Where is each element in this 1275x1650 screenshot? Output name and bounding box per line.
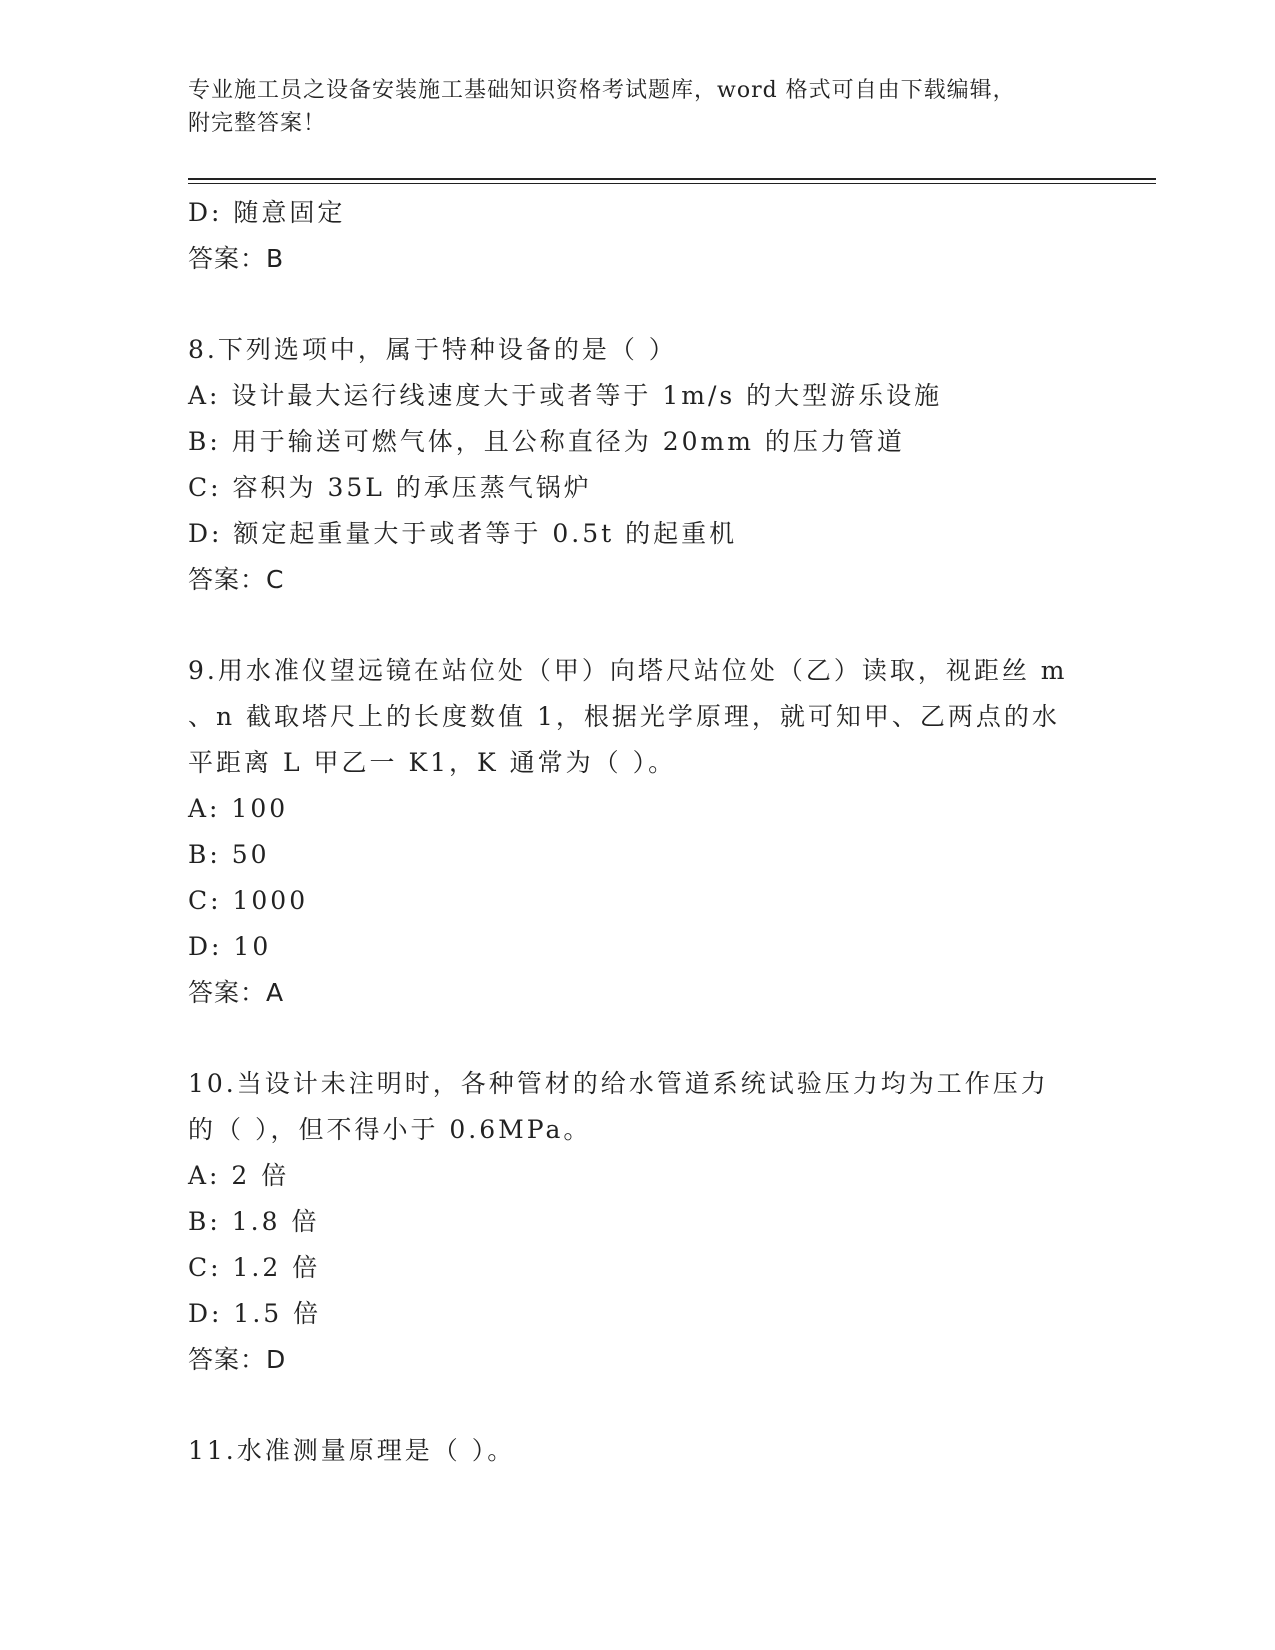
question-stem-line-3: 平距离 L 甲乙一 K1，K 通常为（ ）。 (188, 748, 677, 777)
question-content (188, 190, 1088, 1474)
option-b: B: 50 (188, 840, 270, 869)
option-c: C: 1000 (188, 886, 309, 915)
option-d: D: 10 (188, 932, 272, 961)
question-9 (188, 648, 1088, 1016)
header-divider-thick (188, 178, 1156, 180)
option-d: D: 额定起重量大于或者等于 0.5t 的起重机 (188, 519, 738, 548)
question-stem-line-2: 、n 截取塔尺上的长度数值 1，根据光学原理，就可知甲、乙两点的水 (188, 702, 1060, 731)
spacer (188, 1383, 1088, 1428)
question-11 (188, 1428, 1088, 1474)
page-header (188, 74, 1088, 140)
option-a: A: 2 倍 (188, 1161, 290, 1190)
question-8 (188, 327, 1088, 603)
option-c: C: 1.2 倍 (188, 1253, 321, 1282)
answer: 答案：D (188, 1345, 287, 1374)
question-stem-line-2: 的（ ），但不得小于 0.6MPa。 (188, 1115, 592, 1144)
option-b: B: 1.8 倍 (188, 1207, 320, 1236)
option-a: A: 100 (188, 794, 289, 823)
option-c: C: 容积为 35L 的承压蒸气锅炉 (188, 473, 592, 502)
option-a: A: 设计最大运行线速度大于或者等于 1m/s 的大型游乐设施 (188, 381, 943, 410)
question-10 (188, 1061, 1088, 1383)
spacer (188, 1016, 1088, 1061)
option-b: B: 用于输送可燃气体，且公称直径为 20mm 的压力管道 (188, 427, 905, 456)
prev-option-d: D: 随意固定 (188, 198, 346, 227)
header-line-1: 专业施工员之设备安装施工基础知识资格考试题库，word 格式可自由下载编辑， (188, 78, 1016, 103)
spacer (188, 282, 1088, 327)
question-stem: 11.水准测量原理是（ ）。 (188, 1436, 516, 1465)
option-d: D: 1.5 倍 (188, 1299, 322, 1328)
question-stem: 8.下列选项中，属于特种设备的是（ ） (188, 335, 677, 364)
prev-answer: 答案：B (188, 244, 285, 273)
answer: 答案：C (188, 565, 285, 594)
header-divider-thin (188, 183, 1156, 184)
spacer (188, 603, 1088, 648)
question-stem-line-1: 9.用水准仪望远镜在站位处（甲）向塔尺站位处（乙）读取，视距丝 m (188, 656, 1068, 685)
header-line-2: 附完整答案！ (188, 111, 327, 136)
question-stem-line-1: 10.当设计未注明时，各种管材的给水管道系统试验压力均为工作压力 (188, 1069, 1049, 1098)
answer: 答案：A (188, 978, 285, 1007)
